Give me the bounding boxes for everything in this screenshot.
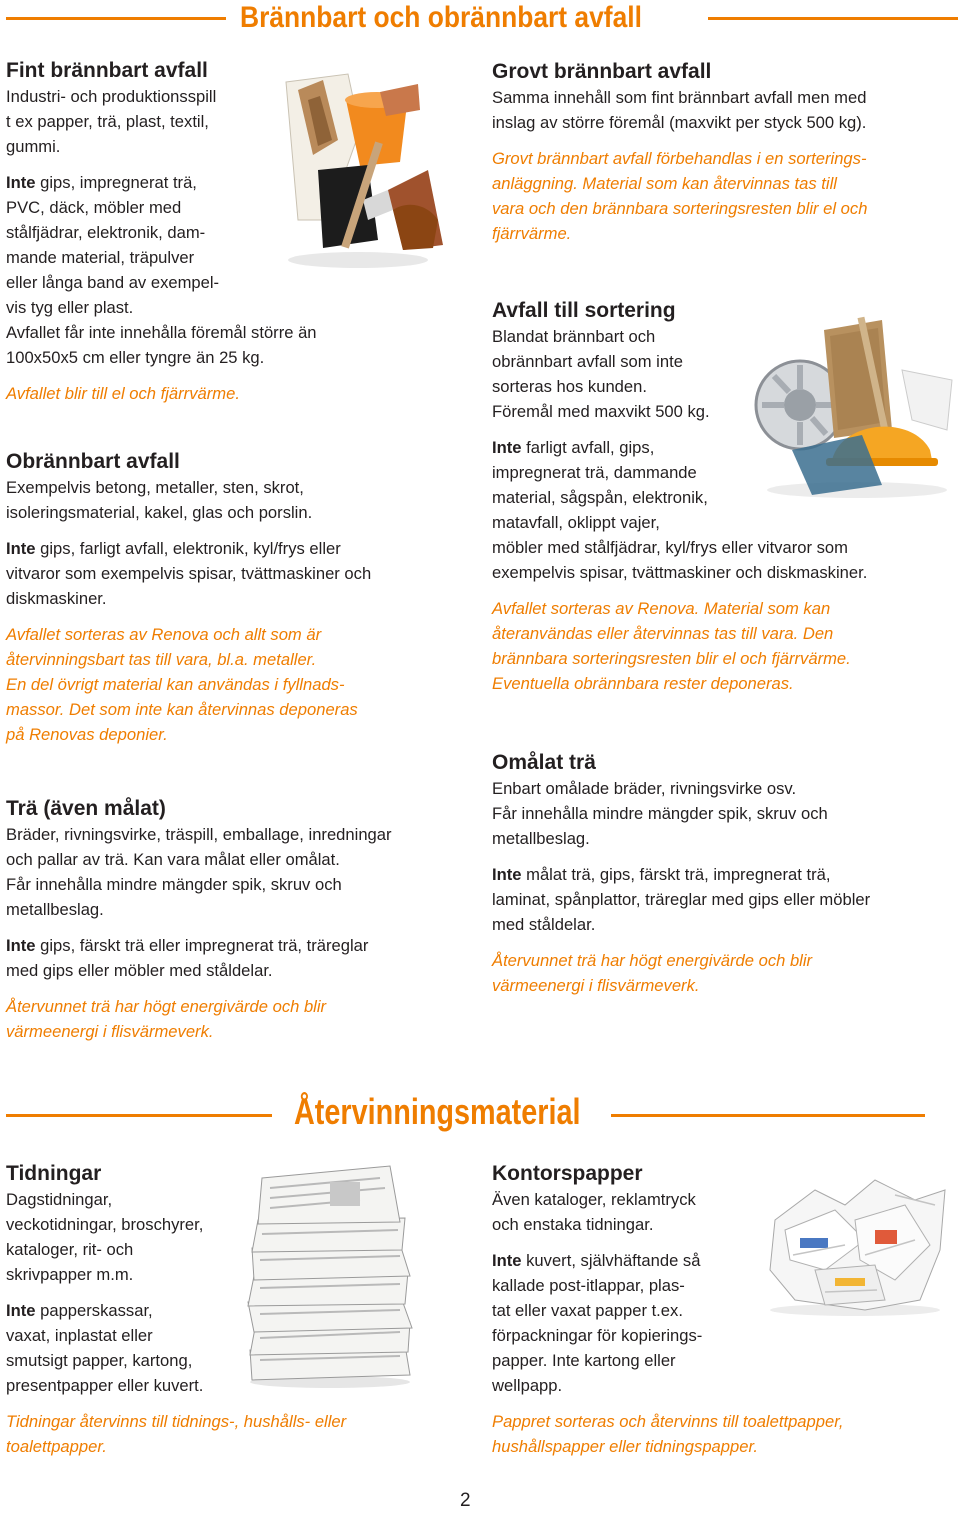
section-text: Bräder, rivningsvirke, träspill, emballage, inredningar och pallar av trä. Kan vara målat eller omålat. Får innehålla mindre mängder spik, skruv och metallbeslag. — [6, 825, 392, 919]
section-heading: Kontorspapper — [492, 1162, 643, 1185]
exclusion-text: Inte farligt avfall, gips, impregnerat trä, dammande material, sågspån, elektronik, matavfall, oklippt vajer, möbler med stålfjädrar, kyl/frys eller vitvaror som exempelvis spisar, tvättmaskiner och diskmaskiner. — [492, 438, 868, 582]
section-heading: Tidningar — [6, 1162, 102, 1185]
inte-label: Inte — [6, 539, 36, 558]
burnable-waste-photo — [268, 70, 448, 270]
section-tra — [6, 796, 456, 1044]
page-number: 2 — [460, 1490, 471, 1511]
section-heading: Obrännbart avfall — [6, 450, 180, 473]
section-heading: Trä (även målat) — [6, 797, 166, 820]
section-heading: Grovt brännbart avfall — [492, 60, 712, 83]
section-header-atervinning — [0, 1090, 960, 1130]
exclusion-text: Inte gips, färskt trä eller impregnerat trä, träreglar med gips eller möbler med ståldelar. — [6, 936, 369, 980]
section-omalat-tra — [492, 750, 952, 998]
exclusion-text: Inte gips, impregnerat trä, PVC, däck, möbler med stålfjädrar, elektronik, dam- mande material, träpulver eller långa band av exempel- vis tyg eller plast. Avfallet får inte innehålla föremål större än 100x50x5 cm eller tyngre än 25 kg. — [6, 173, 317, 367]
section-text: Blandat brännbart och obrännbart avfall som inte sorteras hos kunden. Föremål med maxvikt 500 kg. — [492, 327, 710, 421]
section-text: Även kataloger, reklamtryck och enstaka tidningar. — [492, 1190, 696, 1234]
section-grovt-brannbart — [492, 59, 952, 246]
section-note: Avfallet sorteras av Renova och allt som är återvinningsbart tas till vara, bl.a. metaller. En del övrigt material kan användas i fyllnads- massor. Det som inte kan återvinnas deponeras på Renovas deponier. — [6, 625, 358, 744]
section-obrannbart — [6, 449, 456, 747]
sorting-waste-photo — [752, 310, 957, 500]
section-note: Tidningar återvinns till tidnings-, hushålls- eller toalettpapper. — [6, 1412, 347, 1456]
section-header-brannbart — [0, 0, 960, 40]
section-text: Dagstidningar, veckotidningar, broschyrer, kataloger, rit- och skrivpapper m.m. — [6, 1190, 204, 1284]
inte-label: Inte — [6, 173, 36, 192]
inte-label: Inte — [6, 1301, 36, 1320]
section-text: Exempelvis betong, metaller, sten, skrot, isoleringsmaterial, kakel, glas och porslin. — [6, 478, 313, 522]
exclusion-text: Inte målat trä, gips, färskt trä, impregnerat trä, laminat, spånplattor, träreglar med gips eller möbler med ståldelar. — [492, 865, 871, 934]
section-note: Avfallet blir till el och fjärrvärme. — [6, 384, 240, 403]
section-title: Återvinningsmaterial — [294, 1091, 581, 1132]
section-heading: Omålat trä — [492, 751, 596, 774]
exclusion-text: Inte gips, farligt avfall, elektronik, kyl/frys eller vitvaror som exempelvis spisar, tvättmaskiner och diskmaskiner. — [6, 539, 372, 608]
office-paper-photo — [755, 1160, 955, 1320]
exclusion-text: Inte papperskassar, vaxat, inplastat eller smutsigt papper, kartong, presentpapper eller kuvert. — [6, 1301, 204, 1395]
inte-label: Inte — [492, 1251, 522, 1270]
section-note: Avfallet sorteras av Renova. Material som kan återanvändas eller återvinnas tas till vara. Den brännbara sorteringsresten blir el och fjärrvärme. Eventuella obrännbara rester deponeras. — [492, 599, 851, 693]
section-note: Återvunnet trä har högt energivärde och blir värmeenergi i flisvärmeverk. — [492, 951, 813, 995]
section-note: Pappret sorteras och återvinns till toalettpapper, hushållspapper eller tidningspapper. — [492, 1412, 844, 1456]
section-note: Återvunnet trä har högt energivärde och blir värmeenergi i flisvärmeverk. — [6, 997, 327, 1041]
section-text: Industri- och produktionsspill t ex papper, trä, plast, textil, gummi. — [6, 87, 217, 156]
exclusion-text: Inte kuvert, självhäftande så kallade post-itlappar, plas- tat eller vaxat papper t.ex. förpackningar för kopierings- papper. Inte kartong eller wellpapp. — [492, 1251, 703, 1395]
section-heading: Avfall till sortering — [492, 299, 676, 322]
header-rule-left — [6, 1114, 272, 1117]
section-text: Samma innehåll som fint brännbart avfall men med inslag av större föremål (maxvikt per styck 500 kg). — [492, 88, 867, 132]
section-text: Enbart omålade bräder, rivningsvirke osv. Får innehålla mindre mängder spik, skruv och metallbeslag. — [492, 779, 828, 848]
inte-label: Inte — [492, 438, 522, 457]
section-note: Grovt brännbart avfall förbehandlas i en sorterings- anläggning. Material som kan återvinnas tas till vara och den brännbara sorteringsresten blir el och fjärrvärme. — [492, 149, 868, 243]
newspaper-stack-photo — [240, 1160, 420, 1390]
inte-label: Inte — [6, 936, 36, 955]
inte-label: Inte — [492, 865, 522, 884]
header-rule-right — [611, 1114, 925, 1117]
header-rule-right — [708, 17, 958, 20]
section-title: Brännbart och obrännbart avfall — [240, 1, 642, 34]
header-rule-left — [6, 17, 226, 20]
section-heading: Fint brännbart avfall — [6, 59, 208, 82]
